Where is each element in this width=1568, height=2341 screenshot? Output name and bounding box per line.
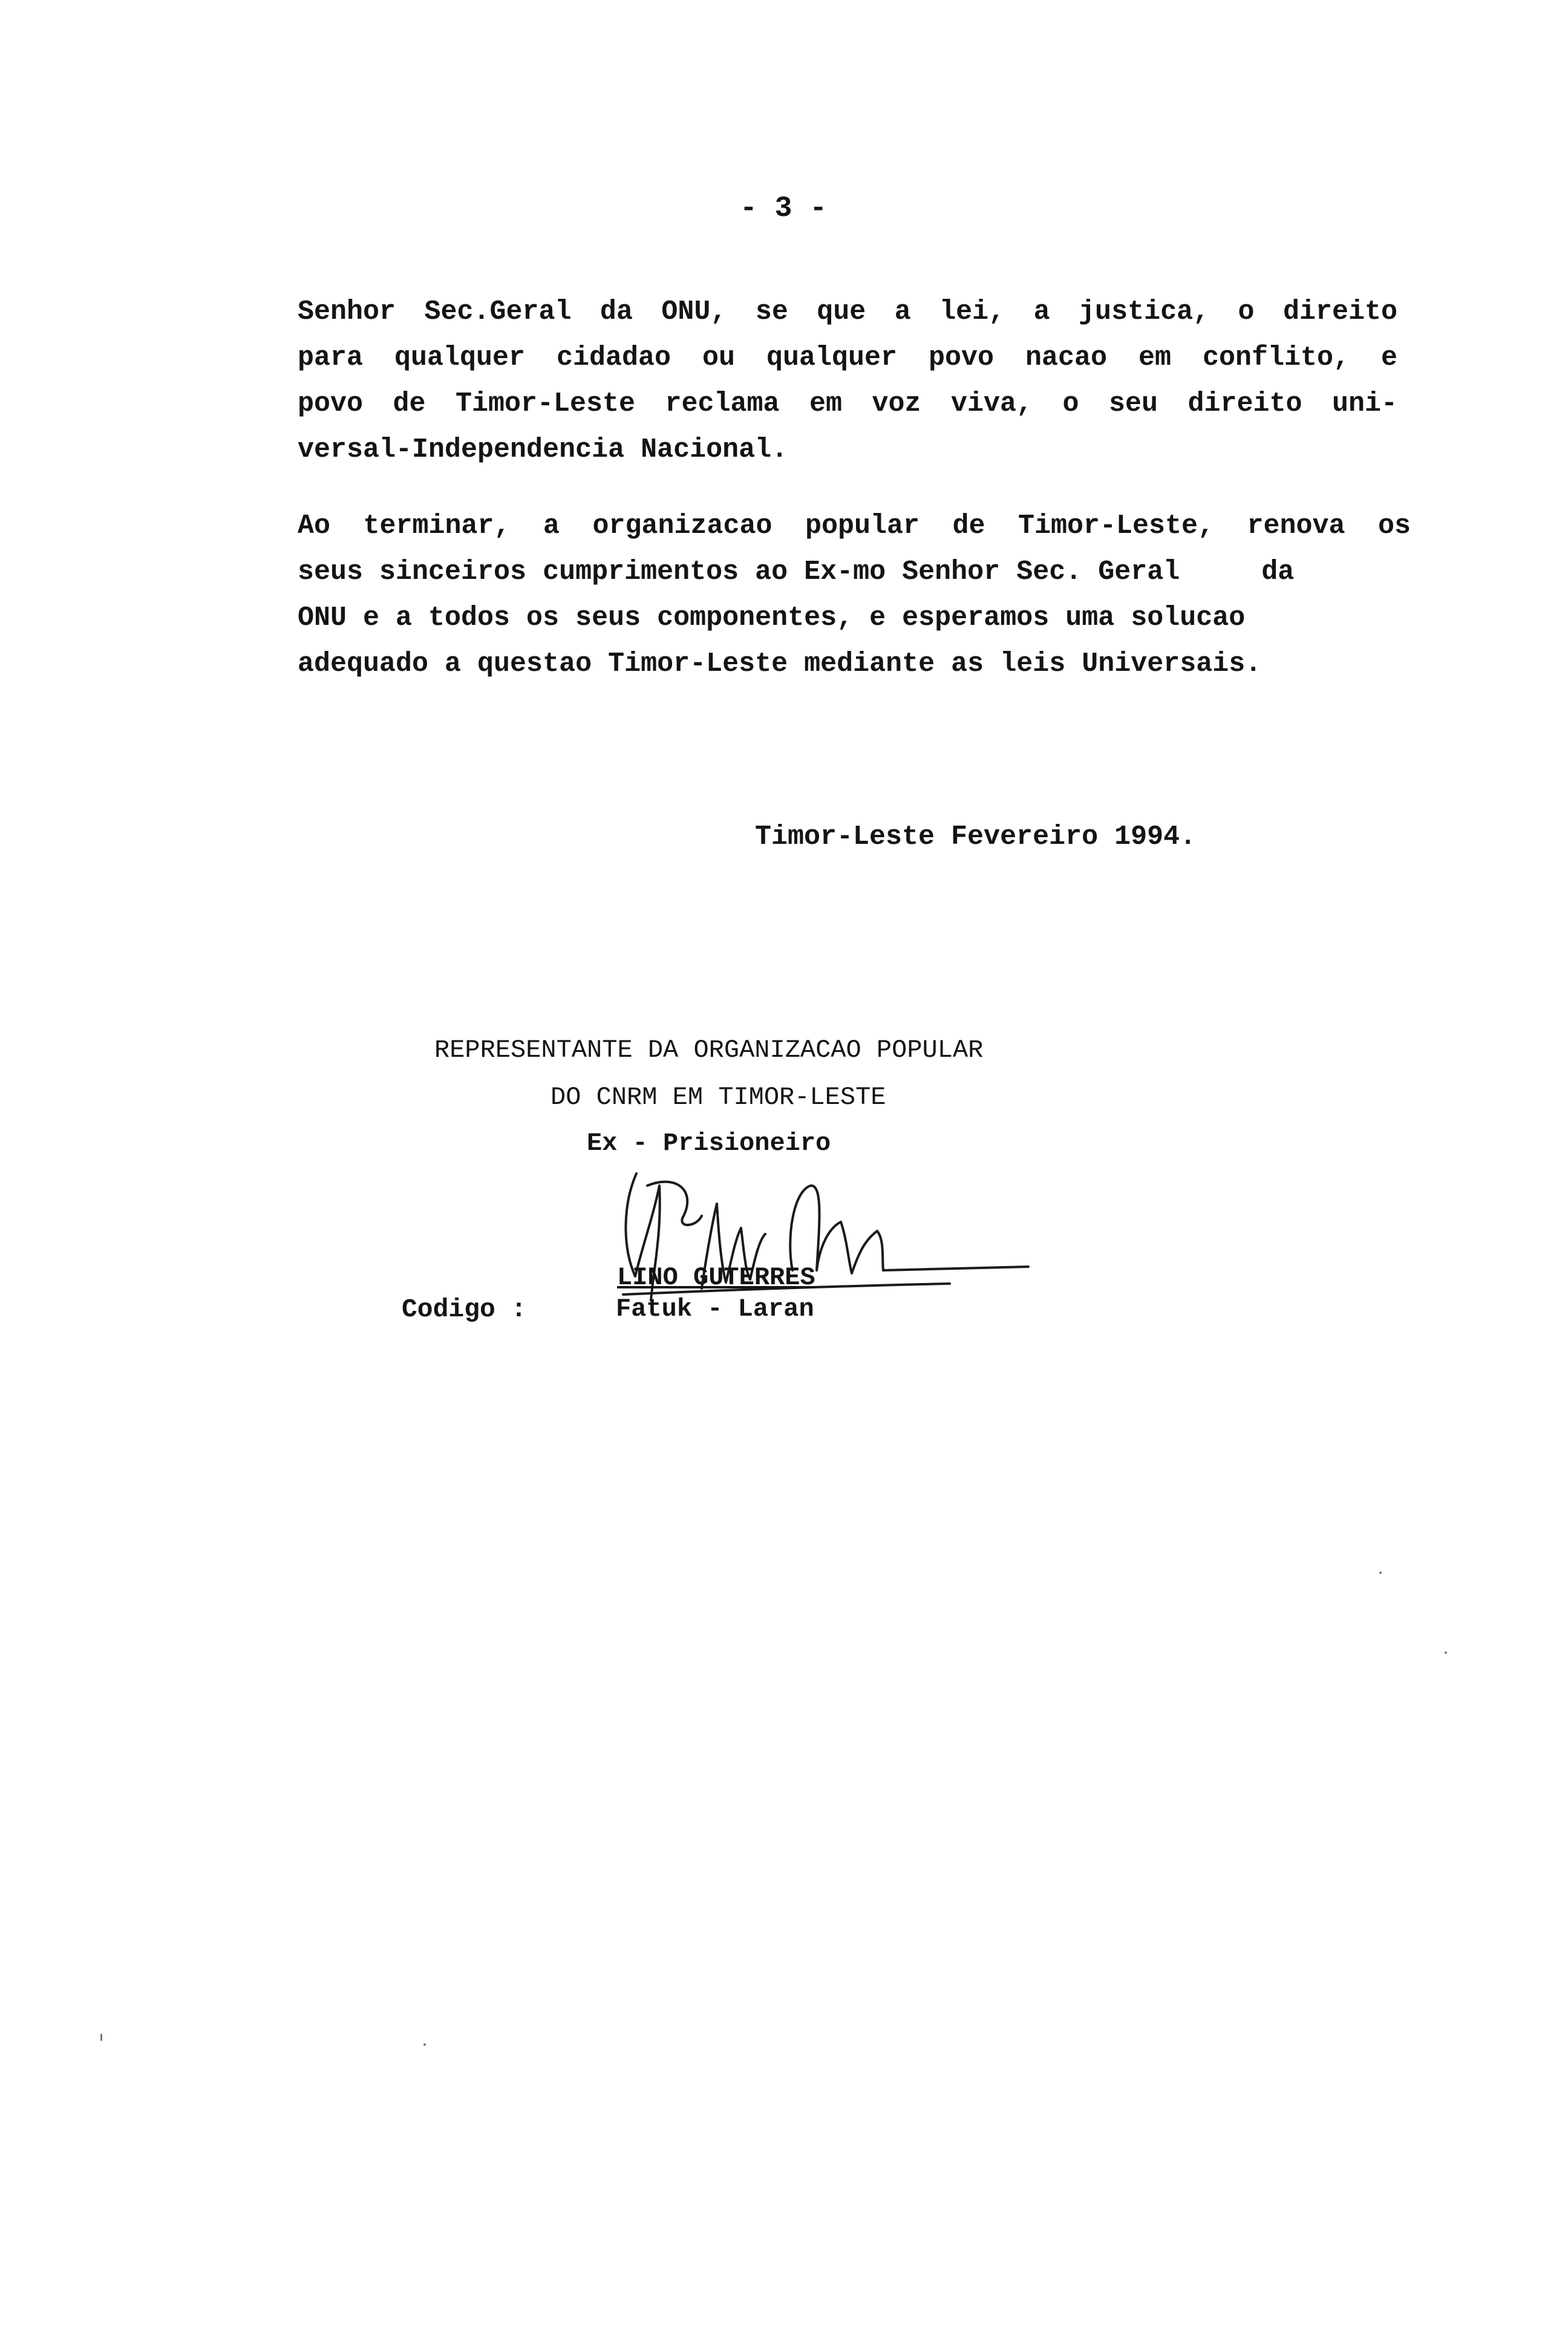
scan-speck [1379,1572,1382,1574]
paragraph-2 [298,503,1411,687]
paragraph-2-line-2: seus sinceiros cumprimentos ao Ex-mo Senhor Sec. Geral da [298,557,1295,587]
representative-title-line-2: DO CNRM EM TIMOR-LESTE [550,1083,886,1112]
representative-title-line-1: REPRESENTANTE DA ORGANIZACAO POPULAR [434,1036,984,1065]
scan-speck [423,2043,426,2046]
representative-title-line-3: Ex - Prisioneiro [587,1129,831,1158]
signer-name: LINO GUTERRES [617,1263,815,1292]
scan-speck [1445,1651,1447,1654]
paragraph-1-line-3: povo de Timor-Leste reclama em voz viva, o seu direito uni- [298,388,1397,419]
paragraph-1-line-2: para qualquer cidadao ou qualquer povo nacao em conflito, e [298,342,1397,373]
signer-codename: Fatuk - Laran [616,1295,814,1324]
paragraph-1 [298,289,1397,473]
paragraph-2-line-4: adequado a questao Timor-Leste mediante as leis Universais. [298,648,1262,679]
handwritten-signature [611,1149,1034,1319]
paragraph-2-line-1: Ao terminar, a organizacao popular de Timor-Leste, renova os [298,511,1411,541]
code-label: Codigo : [402,1295,527,1324]
scan-speck [100,2034,102,2041]
paragraph-1-line-1: Senhor Sec.Geral da ONU, se que a lei, a justica, o direito [298,296,1397,327]
paragraph-2-line-3: ONU e a todos os seus componentes, e esperamos uma solucao [298,602,1246,633]
page-number: - 3 - [739,192,828,225]
place-and-date: Timor-Leste Fevereiro 1994. [755,821,1197,852]
paragraph-1-line-4: versal-Independencia Nacional. [298,434,788,465]
